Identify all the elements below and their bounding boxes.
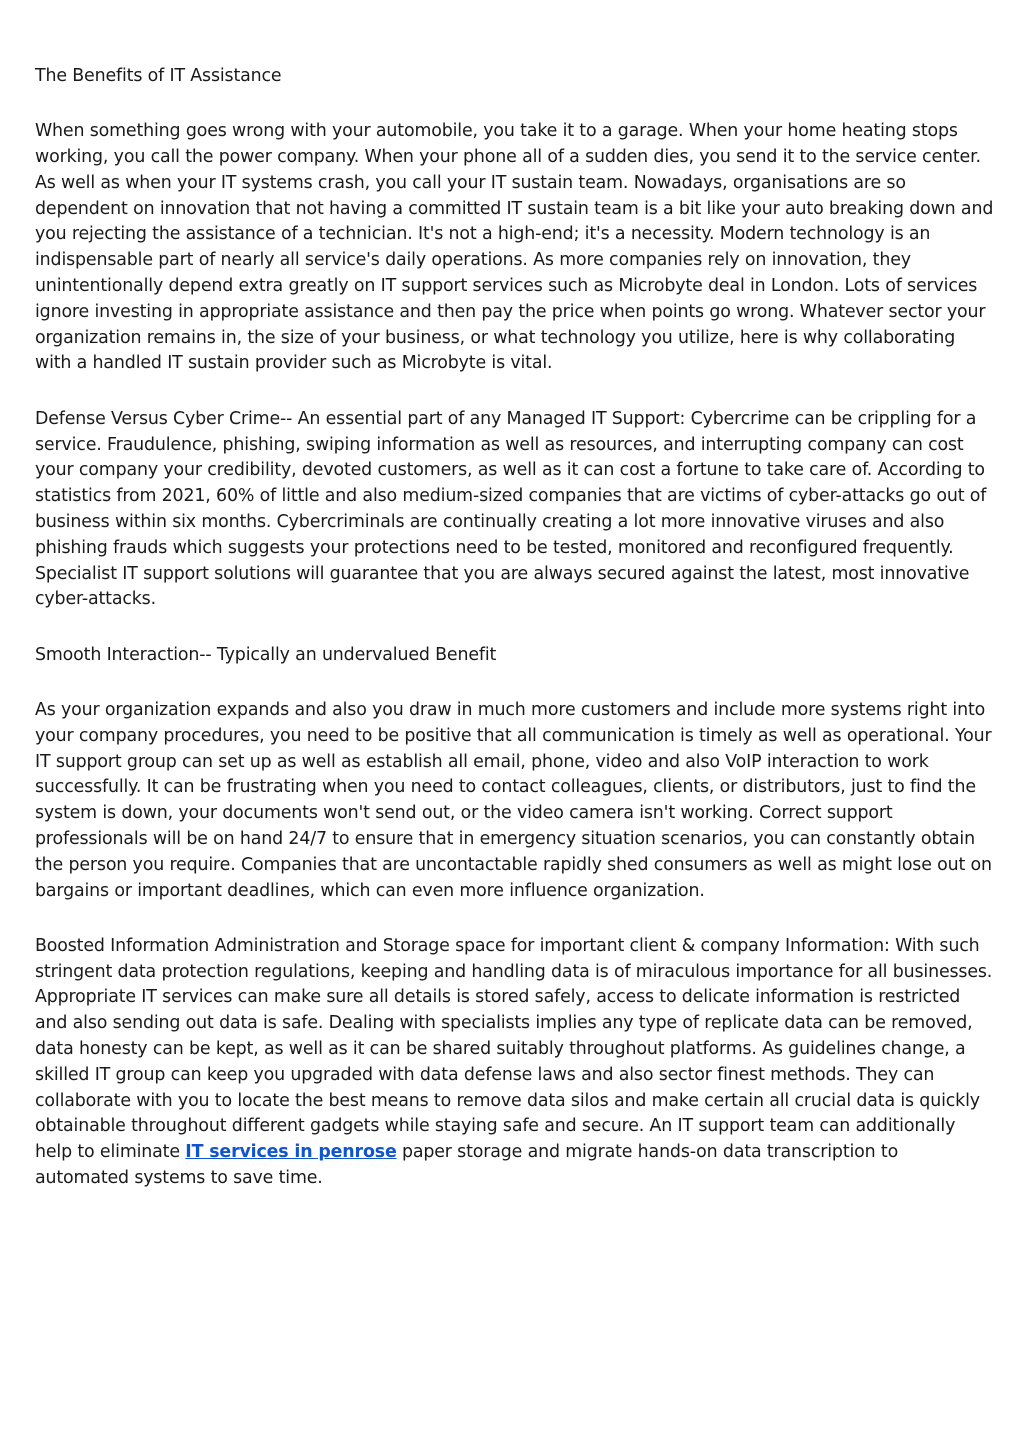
paragraph-data-management — [35, 934, 995, 1192]
paragraph-intro: When something goes wrong with your automobile, you take it to a garage. When your home heating stops working, you call the power company. When your phone all of a sudden dies, you send it to the service center. As well as when your IT systems crash, you call your IT sustain team. Nowadays, organisations are so dependent on innovation that not having a committed IT sustain team is a bit like your auto breaking down and you rejecting the assistance of a technician. It's not a high-end; it's a necessity. Modern technology is an indispensable part of nearly all service's daily operations. As more companies rely on innovation, they unintentionally depend extra greatly on IT support services such as Microbyte deal in London. Lots of services ignore investing in appropriate assistance and then pay the price when points go wrong. Whatever sector your organization remains in, the size of your business, or what technology you utilize, here is why collaborating with a handled IT sustain provider such as Microbyte is vital. — [35, 121, 994, 374]
paragraph-cyber-crime: Defense Versus Cyber Crime-- An essential part of any Managed IT Support: Cybercrime can be crippling for a service. Fraudulence, phishing, swiping information as well as resources, and interrupting company can cost your company your credibility, devoted customers, as well as it can cost a fortune to take care of. According to statistics from 2021, 60% of little and also medium-sized companies that are victims of cyber-attacks go out of business within six months. Cybercriminals are continually creating a lot more innovative viruses and also phishing frauds which suggests your protections need to be tested, monitored and reconfigured frequently. Specialist IT support solutions will guarantee that you are always secured against the latest, most innovative cyber-attacks. — [35, 408, 987, 610]
paragraph-data-management-tail: paper storage and migrate hands-on data transcription to automated systems to save time. — [35, 1142, 899, 1188]
document-body — [35, 64, 995, 1221]
paragraph-interaction: As your organization expands and also you draw in much more customers and include more systems right into your company procedures, you need to be positive that all communication is timely as well as operational. Your IT support group can set up as well as establish all email, phone, video and also VoIP interaction to work successfully. It can be frustrating when you need to contact colleagues, clients, or distributors, just to find the system is down, your documents won't send out, or the video camera isn't working. Correct support professionals will be on hand 24/7 to ensure that in emergency situation scenarios, you can constantly obtain the person you require. Companies that are uncontactable rapidly shed consumers as well as might lose out on bargains or important deadlines, which can even more influence organization. — [35, 699, 992, 901]
section-heading-interaction: Smooth Interaction-- Typically an undervalued Benefit — [35, 644, 497, 665]
document-title: The Benefits of IT Assistance — [35, 66, 282, 86]
paragraph-data-management-text: Boosted Information Administration and Storage space for important client & company Information: With such stringent data protection regulations, keeping and handling data is of miraculous importance for all businesses. Appropriate IT services can make sure all details is stored safely, access to delicate information is restricted and also sending out data is safe. Dealing with specialists implies any type of replicate data can be removed, data honesty can be kept, as well as it can be shared suitably throughout platforms. As guidelines change, a skilled IT group can keep you upgraded with data defense laws and also sector finest methods. They can collaborate with you to locate the best means to remove data silos and make certain all crucial data is quickly obtainable throughout different gadgets while staying safe and secure. An IT support team can additionally help to eliminate — [35, 935, 993, 1163]
it-services-penrose-link[interactable]: IT services in penrose — [185, 1142, 397, 1163]
